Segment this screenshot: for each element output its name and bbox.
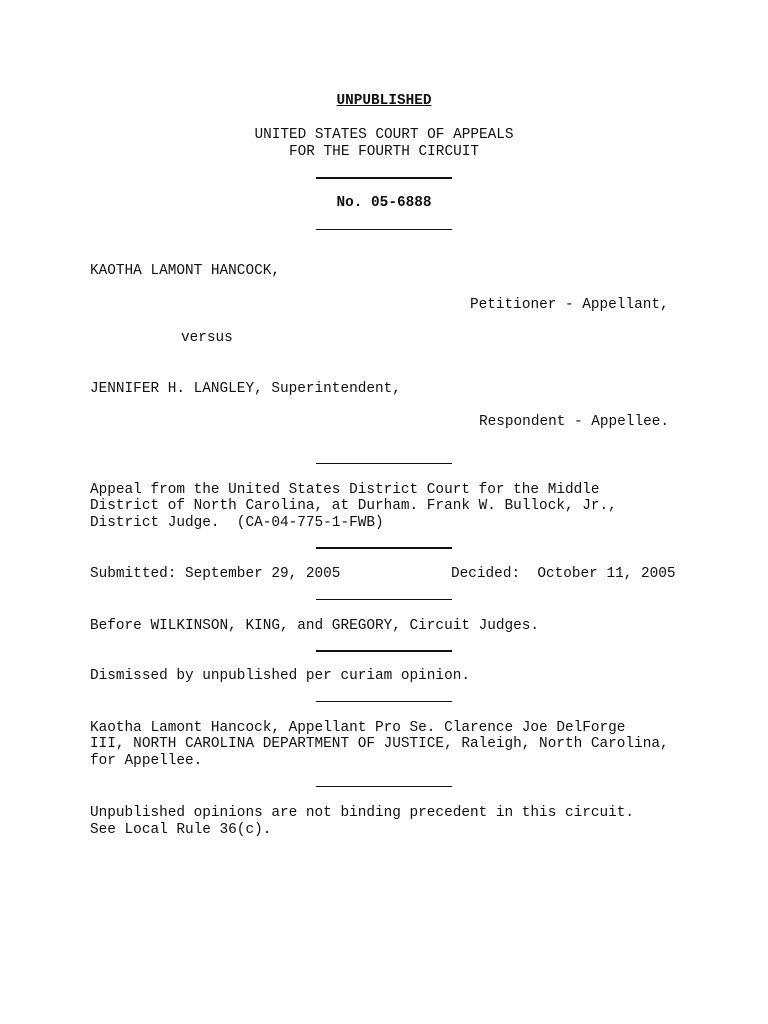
counsel-line-1: Kaotha Lamont Hancock, Appellant Pro Se. Clarence Joe DelForge <box>90 720 626 736</box>
notice-line-1: Unpublished opinions are not binding precedent in this circuit. <box>90 805 635 821</box>
petitioner-name: KAOTHA LAMONT HANCOCK, <box>90 263 280 279</box>
rule-above-disposition <box>316 650 452 652</box>
court-name-line-1: UNITED STATES COURT OF APPEALS <box>254 127 514 143</box>
appeal-line-3: District Judge. (CA-04-775-1-FWB) <box>90 515 384 531</box>
counsel-line-2: III, NORTH CAROLINA DEPARTMENT OF JUSTICE, Raleigh, North Carolina, <box>90 736 669 752</box>
rule-above-appeal <box>316 463 452 464</box>
rule-below-case-number <box>316 229 452 230</box>
rule-above-dates <box>316 547 452 549</box>
case-number: No. 05-6888 <box>336 195 432 211</box>
disposition: Dismissed by unpublished per curiam opinion. <box>90 668 470 684</box>
rule-above-case-number <box>316 177 452 179</box>
rule-above-panel <box>316 599 452 600</box>
petitioner-role: Petitioner - Appellant, <box>470 297 669 313</box>
court-name-line-2: FOR THE FOURTH CIRCUIT <box>289 144 479 160</box>
versus-label: versus <box>181 330 233 346</box>
rule-above-notice <box>316 786 452 787</box>
appeal-line-2: District of North Carolina, at Durham. Frank W. Bullock, Jr., <box>90 498 617 514</box>
respondent-name: JENNIFER H. LANGLEY, Superintendent, <box>90 381 401 397</box>
submitted-date: Submitted: September 29, 2005 <box>90 566 341 582</box>
appeal-line-1: Appeal from the United States District Court for the Middle <box>90 482 600 498</box>
unpublished-heading: UNPUBLISHED <box>336 93 432 109</box>
counsel-line-3: for Appellee. <box>90 753 203 769</box>
notice-line-2: See Local Rule 36(c). <box>90 822 272 838</box>
rule-above-counsel <box>316 701 452 702</box>
respondent-role: Respondent - Appellee. <box>479 414 669 430</box>
decided-date: Decided: October 11, 2005 <box>451 566 676 582</box>
panel-judges: Before WILKINSON, KING, and GREGORY, Circuit Judges. <box>90 618 540 634</box>
